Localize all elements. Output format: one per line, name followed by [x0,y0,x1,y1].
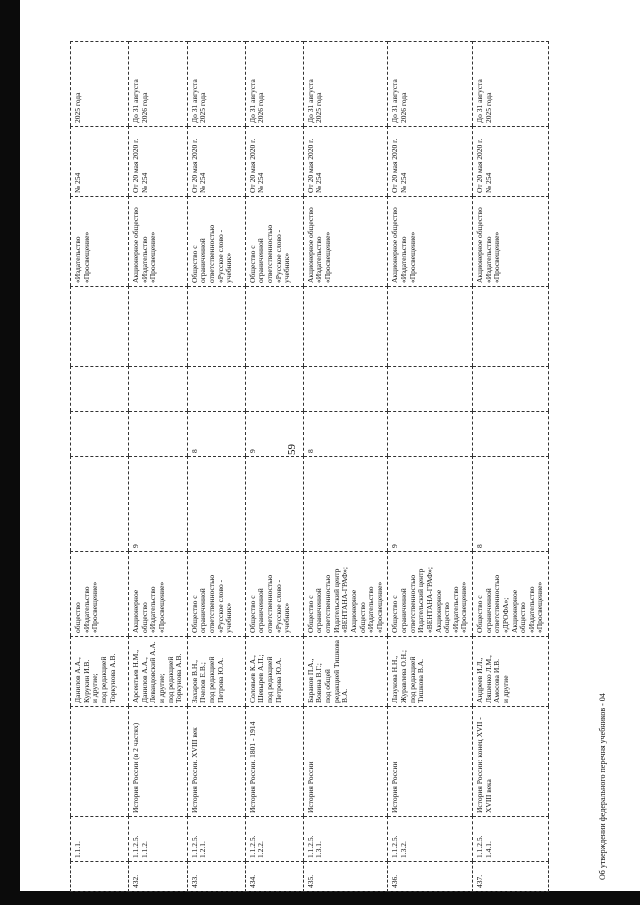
row-grade-3 [388,367,473,412]
row-grade-2 [71,412,129,457]
table-row [473,42,549,892]
row-empty [473,287,549,367]
row-authors: Баранов П.А., Вовина В.Г.; под общей редакцией Тишкова В.А. [303,637,388,707]
row-index: 436. [388,862,473,892]
row-grade-1: 8 [473,457,549,552]
row-authors: Соловьев К.А., Шевырев А.П.; под редакцией Петрова Ю.А. [245,637,303,707]
row-grade-3 [245,367,303,412]
row-term: До 31 августа 2026 года [245,42,303,127]
row-grade-1: 9 [388,457,473,552]
textbook-table [70,41,549,892]
row-term: До 31 августа 2026 года [388,42,473,127]
row-authors: Захаров В.Н., Пчелов Е.В.; под редакцией Петрова Ю.А. [187,637,245,707]
row-authors: Арсентьев Н.М., Данилов А.А., Левандовский А.А. и другие; под редакцией Торкунова А.В. [129,637,188,707]
row-term: До 31 августа 2026 года [129,42,188,127]
row-grade-1 [303,457,388,552]
row-grade-1 [71,457,129,552]
row-term: До 31 августа 2025 года [187,42,245,127]
row-grade-3 [303,367,388,412]
row-title: История России. 1801 - 1914 [245,707,303,817]
row-title: История России [303,707,388,817]
row-grade-2: 9 [245,412,303,457]
row-term: До 31 августа 2025 года [473,42,549,127]
row-index: 437. [473,862,549,892]
row-legal-entity: Акционерное общество «Издательство «Просвещение» [473,197,549,287]
row-publisher: Общество с ограниченной ответственностью Издательский центр «ВЕНТАНА-ГРАФ»; Акционерное общество «Издательство «Просвещение» [303,552,388,637]
row-code: 1.1.1. [71,817,129,862]
table-row [303,42,388,892]
row-grade-3 [473,367,549,412]
row-publisher: Общество с ограниченной ответственностью «ДРОФА»; Акционерное общество «Издательство «Просвещение» [473,552,549,637]
row-order: От 20 мая 2020 г. № 254 [303,127,388,197]
row-grade-3 [129,367,188,412]
row-grade-2 [473,412,549,457]
row-authors: Андреев И.Л., Ляшенко Л.М., Амосова И.В. и другие [473,637,549,707]
row-index: 433. [187,862,245,892]
row-grade-2 [129,412,188,457]
row-publisher: Общество с ограниченной ответственностью «Русское слово - учебник» [187,552,245,637]
row-code: 1.1.2.5. 1.4.1. [473,817,549,862]
row-index [71,862,129,892]
textbook-list-table [70,42,590,892]
row-legal-entity: Общество с ограниченной ответственностью «Русское слово - учебник» [187,197,245,287]
row-authors: Лазукова Н.Н., Журавлева О.Н.; под редакцией Тишкова В.А. [388,637,473,707]
row-publisher: Общество с ограниченной ответственностью Издательский центр «ВЕНТАНА-ГРАФ»; Акционерное общество «Издательство «Просвещение» [388,552,473,637]
row-title: История России: конец XVII - XVIII века [473,707,549,817]
row-legal-entity: Акционерное общество «Издательство «Просвещение» [303,197,388,287]
row-grade-1 [187,457,245,552]
row-term: До 31 августа 2025 года [303,42,388,127]
table-row [129,42,188,892]
row-grade-2 [388,412,473,457]
row-empty [245,287,303,367]
row-empty [303,287,388,367]
row-term: 2025 года [71,42,129,127]
row-code: 1.1.2.5. 1.1.2. [129,817,188,862]
table-row [71,42,129,892]
row-empty [388,287,473,367]
footer-note: Об утверждении федерального перечня учебников - 04 [598,693,607,880]
row-code: 1.1.2.5. 1.3.1. [303,817,388,862]
row-index: 434. [245,862,303,892]
row-legal-entity: «Издательство «Просвещение» [71,197,129,287]
row-code: 1.1.2.5. 1.2.1. [187,817,245,862]
table-row [187,42,245,892]
row-legal-entity: Общество с ограниченной ответственностью «Русское слово - учебник» [245,197,303,287]
row-grade-3 [187,367,245,412]
row-index: 435. [303,862,388,892]
row-empty [71,287,129,367]
table-row [388,42,473,892]
row-order: От 20 мая 2020 г. № 254 [473,127,549,197]
row-title: История России. XVIII век [187,707,245,817]
row-index: 432. [129,862,188,892]
row-grade-1: 9 [129,457,188,552]
row-authors: Данилов А.А., Курукин И.В. и другие; под редакцией Торкунова А.В. [71,637,129,707]
row-grade-3 [71,367,129,412]
row-code: 1.1.2.5. 1.3.2. [388,817,473,862]
row-title: История России [388,707,473,817]
row-order: № 254 [71,127,129,197]
table-row [245,42,303,892]
row-order: От 20 мая 2020 г. № 254 [245,127,303,197]
row-legal-entity: Акционерное общество «Издательство «Просвещение» [388,197,473,287]
scan-dark-edge [0,0,20,905]
row-publisher: Акционерное общество «Издательство «Просвещение» [129,552,188,637]
row-empty [129,287,188,367]
row-title: История России (в 2 частях) [129,707,188,817]
row-grade-2: 8 [187,412,245,457]
row-legal-entity: Акционерное общество «Издательство «Просвещение» [129,197,188,287]
row-publisher: Общество с ограниченной ответственностью «Русское слово - учебник» [245,552,303,637]
page-number: 59 [286,444,298,455]
row-code: 1.1.2.5. 1.2.2. [245,817,303,862]
row-grade-2: 8 [303,412,388,457]
row-title [71,707,129,817]
scan-dark-bottom [0,891,640,905]
row-publisher: общество «Издательство «Просвещение» [71,552,129,637]
row-order: От 20 мая 2020 г. № 254 [129,127,188,197]
row-empty [187,287,245,367]
row-order: От 20 мая 2020 г. № 254 [388,127,473,197]
row-grade-1 [245,457,303,552]
row-order: От 20 мая 2020 г. № 254 [187,127,245,197]
